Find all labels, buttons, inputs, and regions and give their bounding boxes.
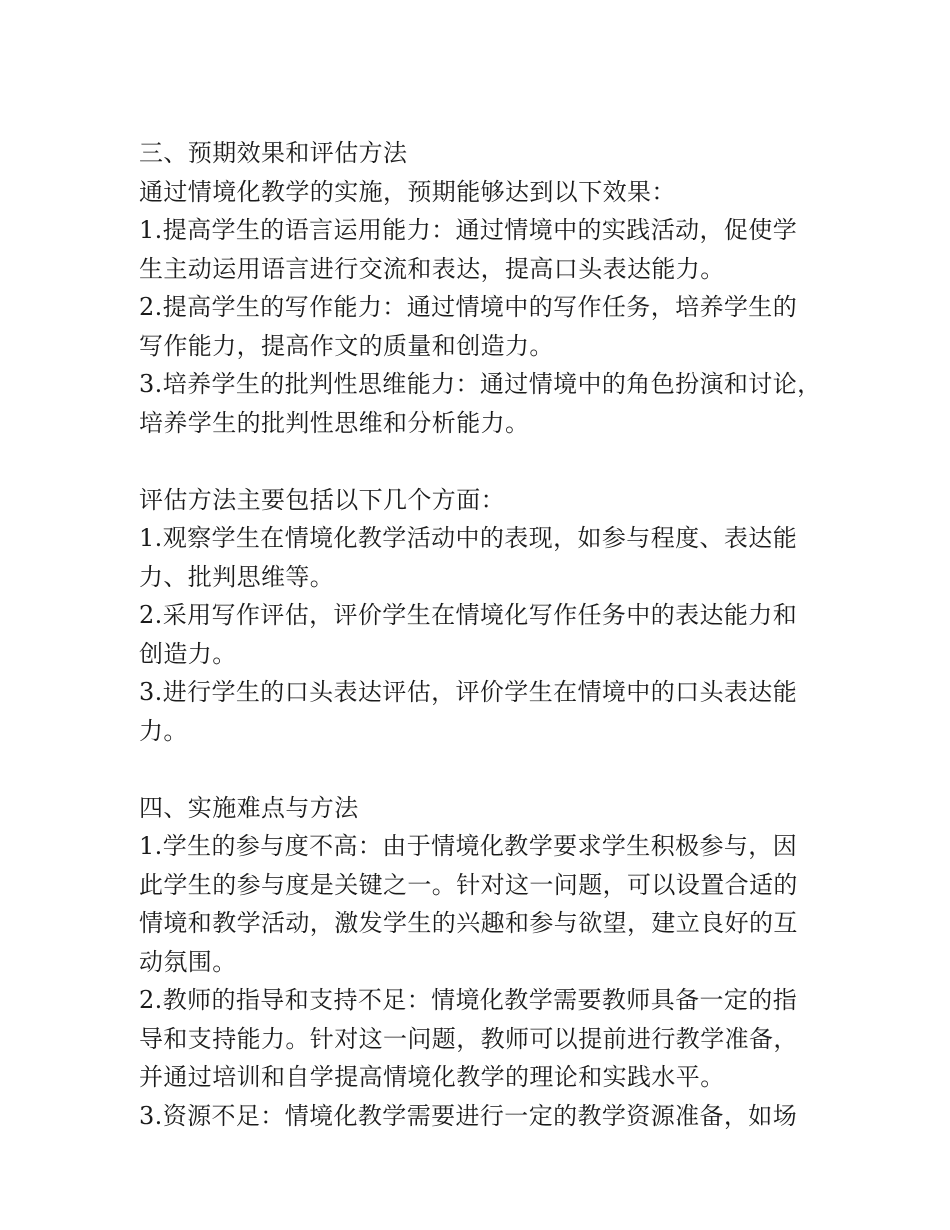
effect-item-3-line-2: 培养学生的批判性思维和分析能力。 [139,408,530,437]
effect-item-2-line-1: 2.提高学生的写作能力：通过情境中的写作任务，培养学生的 [139,293,798,321]
section-heading-expected-effects: 三、预期效果和评估方法 [139,139,408,167]
effect-item-3-line-1: 3.培养学生的批判性思维能力：通过情境中的角色扮演和讨论， [139,370,822,398]
difficulty-item-2-line-1: 2.教师的指导和支持不足：情境化教学需要教师具备一定的指 [139,986,798,1014]
evaluation-item-2-line-2: 创造力。 [139,639,237,668]
evaluation-item-2-line-1: 2.采用写作评估，评价学生在情境化写作任务中的表达能力和 [139,601,798,629]
difficulty-item-2-line-3: 并通过培训和自学提高情境化教学的理论和实践水平。 [139,1063,725,1091]
evaluation-item-1-line-1: 1.观察学生在情境化教学活动中的表现，如参与程度、表达能 [139,524,798,552]
evaluation-item-1-line-2: 力、批判思维等。 [139,562,335,591]
difficulty-item-1-line-4: 动氛围。 [139,947,237,976]
difficulty-item-1-line-2: 此学生的参与度是关键之一。针对这一问题，可以设置合适的 [139,870,798,899]
evaluation-item-3-line-1: 3.进行学生的口头表达评估，评价学生在情境中的口头表达能 [139,678,798,706]
difficulty-item-1-line-3: 情境和教学活动，激发学生的兴趣和参与欲望，建立良好的互 [139,909,798,937]
evaluation-item-3-line-2: 力。 [139,716,188,745]
difficulty-item-1-line-1: 1.学生的参与度不高：由于情境化教学要求学生积极参与，因 [139,832,798,860]
document-body [139,134,829,1135]
effect-item-1-line-1: 1.提高学生的语言运用能力：通过情境中的实践活动，促使学 [139,216,798,244]
paragraph-spacer [139,750,829,789]
effect-item-1-line-2: 生主动运用语言进行交流和表达，提高口头表达能力。 [139,254,725,283]
paragraph-spacer [139,442,829,481]
difficulty-item-2-line-2: 导和支持能力。针对这一问题，教师可以提前进行教学准备， [139,1024,798,1053]
section-heading-difficulties: 四、实施难点与方法 [139,793,359,822]
effect-item-2-line-2: 写作能力，提高作文的质量和创造力。 [139,331,554,360]
effects-intro: 通过情境化教学的实施，预期能够达到以下效果： [139,177,676,206]
difficulty-item-3-line-1: 3.资源不足：情境化教学需要进行一定的教学资源准备，如场 [139,1101,798,1130]
evaluation-intro: 评估方法主要包括以下几个方面： [139,485,505,514]
